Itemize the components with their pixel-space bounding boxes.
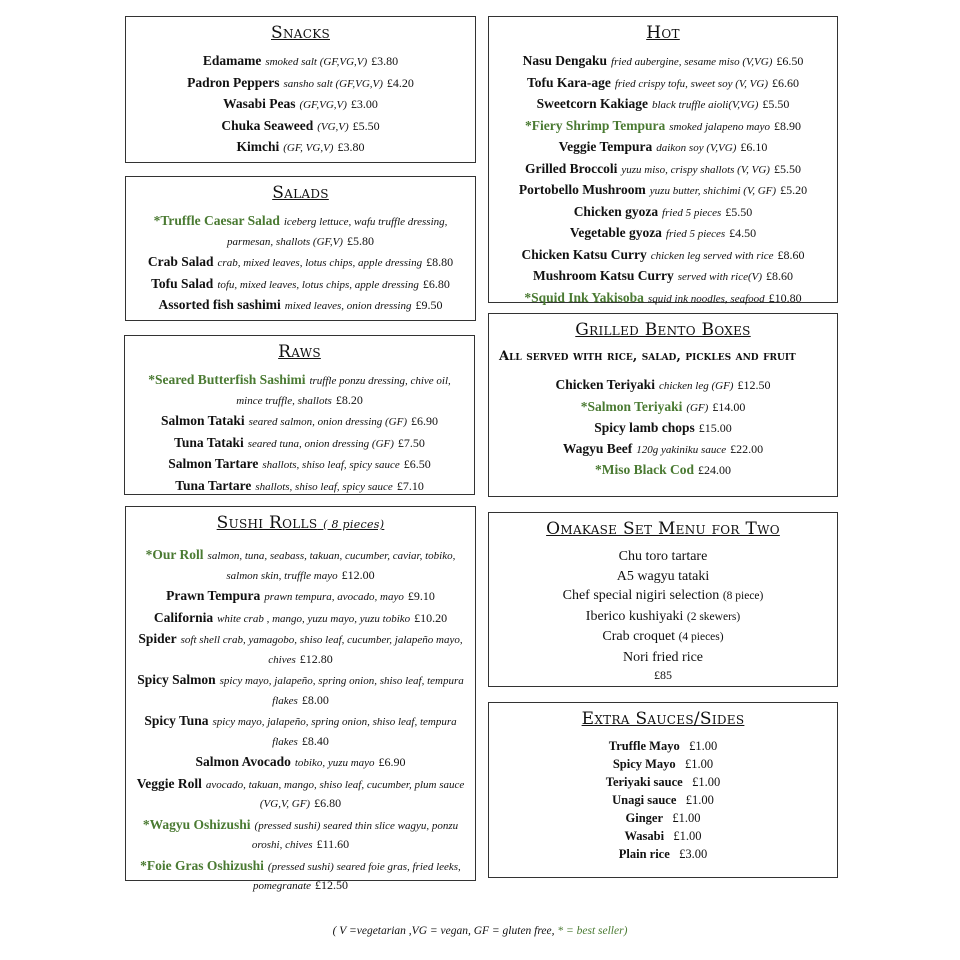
menu-item-name: Chicken Katsu Curry	[521, 246, 647, 262]
menu-item-price: £6.80	[314, 796, 342, 810]
menu-item	[126, 752, 475, 774]
omakase-line	[489, 607, 837, 628]
menu-item	[126, 211, 475, 252]
raws-title: Raws	[278, 342, 321, 362]
menu-item-price: £5.50	[725, 204, 753, 219]
menu-item-description: 120g yakiniku sauce	[636, 443, 727, 456]
menu-item-description: fried aubergine, sesame miso (V,VG)	[611, 56, 773, 68]
side-item-price: £3.00	[679, 847, 708, 861]
side-item	[489, 791, 837, 809]
omakase-line-text: Chu toro tartare	[618, 549, 708, 564]
side-item-name: Plain rice	[618, 847, 670, 861]
omakase-line-text: Iberico kushiyaki	[585, 608, 684, 624]
omakase-line-text: Nori fried rice	[622, 649, 704, 665]
menu-item-price: £10.80	[768, 290, 802, 305]
menu-item-name: Veggie Tempura	[558, 139, 653, 154]
menu-item	[126, 116, 475, 138]
menu-item-price: £5.50	[773, 161, 801, 176]
side-item	[489, 755, 837, 773]
menu-item-price: £6.90	[378, 755, 406, 769]
menu-item-name: *Fiery Shrimp Tempura	[524, 117, 666, 133]
side-item-name: Wasabi	[624, 829, 665, 843]
menu-item-price: £3.00	[350, 97, 378, 111]
omakase-line-text: Chef special nigiri selection	[562, 588, 720, 603]
menu-item-description: tofu, mixed leaves, lotus chips, apple dressing	[217, 278, 419, 291]
menu-item-name: *Our Roll	[145, 547, 204, 562]
menu-item-description: prawn tempura, avocado, mayo	[264, 591, 404, 603]
menu-item	[126, 608, 475, 630]
menu-item-description: fried 5 pieces	[662, 206, 722, 219]
menu-item-description: soft shell crab, yamagobo, shiso leaf, cucumber, jalapeño mayo, chives	[180, 634, 463, 666]
menu-item-name: Salmon Tartare	[168, 456, 259, 471]
menu-item	[125, 433, 474, 455]
menu-item-name: *Miso Black Cod	[595, 462, 695, 477]
hot-section	[488, 16, 838, 303]
menu-item-price: £8.60	[766, 269, 794, 283]
menu-item-name: California	[153, 609, 214, 625]
omakase-line-text: Crab croquet	[602, 629, 676, 644]
menu-item-name: Veggie Roll	[136, 775, 202, 791]
menu-item	[125, 411, 474, 433]
menu-item	[489, 159, 837, 181]
menu-item-description: yuzu miso, crispy shallots (V, VG)	[621, 163, 770, 176]
menu-item-description: crab, mixed leaves, lotus chips, apple dressing	[217, 257, 423, 269]
menu-item	[489, 51, 837, 73]
menu-item-description: squid ink noodles, seafood	[647, 292, 765, 305]
menu-item-price: £12.50	[737, 378, 771, 392]
menu-item-description: (pressed sushi) seared thin slice wagyu, ponzu oroshi, chives	[251, 819, 459, 851]
menu-item	[126, 295, 475, 317]
side-item	[489, 737, 837, 755]
menu-item-description: smoked salt (GF,VG,V)	[265, 56, 368, 68]
menu-item-description: daikon soy (V,VG)	[656, 142, 737, 154]
omakase-line-text: A5 wagyu tataki	[616, 568, 710, 584]
menu-item-price: £22.00	[730, 441, 764, 456]
menu-item	[489, 397, 837, 419]
menu-item	[126, 73, 475, 95]
menu-item-name: Tuna Tartare	[175, 477, 252, 493]
menu-item-description: (GF)	[686, 401, 709, 414]
menu-item-price: £7.50	[397, 435, 425, 450]
menu-item	[489, 266, 837, 288]
menu-item-price: £8.00	[301, 692, 329, 707]
menu-item-price: £3.80	[337, 140, 365, 154]
side-item	[489, 809, 837, 827]
menu-item-name: Crab Salad	[147, 254, 214, 269]
omakase-title: Omakase Set Menu for Two	[546, 519, 780, 539]
menu-item	[125, 370, 474, 411]
menu-item-price: £24.00	[698, 463, 731, 477]
side-item-name: Ginger	[625, 811, 663, 825]
snacks-title: Snacks	[271, 23, 330, 43]
menu-item-name: Sweetcorn Kakiage	[536, 96, 648, 111]
menu-item-price: £8.90	[774, 118, 802, 133]
menu-item	[125, 476, 474, 498]
omakase-line-note: (2 skewers)	[686, 610, 741, 623]
menu-item-name: *Squid Ink Yakisoba	[524, 289, 644, 305]
menu-item-description: chicken leg (GF)	[658, 380, 734, 392]
menu-item	[489, 245, 837, 267]
menu-item-name: Chuka Seaweed	[221, 117, 314, 133]
omakase-line-note: (8 piece)	[722, 590, 764, 602]
side-item-price: £1.00	[685, 757, 714, 771]
menu-item-name: Nasu Dengaku	[522, 53, 608, 68]
menu-item-name: Wasabi Peas	[223, 96, 296, 111]
side-item-price: £1.00	[692, 775, 721, 789]
menu-item-description: smoked jalapeno mayo	[669, 120, 771, 133]
side-item-name: Teriyaki sauce	[605, 775, 683, 789]
menu-item-price: £7.10	[396, 478, 424, 493]
omakase-price: £85	[654, 668, 672, 682]
hot-list	[489, 51, 837, 309]
menu-item-name: Mushroom Katsu Curry	[532, 268, 674, 283]
menu-item	[126, 774, 475, 815]
side-item-price: £1.00	[689, 739, 718, 753]
menu-item-price: £6.80	[422, 276, 450, 291]
menu-item-name: Wagyu Beef	[562, 440, 633, 456]
menu-item-description: chicken leg served with rice	[650, 249, 774, 262]
menu-item	[489, 137, 837, 159]
menu-item-description: yuzu butter, shichimi (V, GF)	[649, 185, 777, 197]
menu-item-name: Spicy Salmon	[137, 672, 216, 687]
menu-item-price: £12.50	[315, 878, 349, 892]
menu-item-price: £5.80	[346, 233, 374, 248]
menu-item-price: £4.50	[729, 226, 757, 240]
menu-item	[126, 670, 475, 711]
menu-item	[489, 288, 837, 310]
omakase-line	[489, 586, 837, 607]
sushi-rolls-pieces-note: ( 8 pieces)	[323, 518, 385, 531]
menu-item-name: Chicken Teriyaki	[555, 377, 655, 392]
menu-item-price: £12.00	[341, 567, 375, 582]
menu-item-name: Kimchi	[236, 139, 280, 154]
menu-item-price: £14.00	[712, 399, 746, 414]
menu-item-description: salmon, tuna, seabass, takuan, cucumber, caviar, tobiko, salmon skin, truffle mayo	[207, 550, 456, 582]
side-item-name: Spicy Mayo	[612, 757, 676, 771]
menu-item	[489, 418, 837, 439]
menu-item-price: £4.20	[386, 75, 414, 90]
menu-item-description: iceberg lettuce, wafu truffle dressing, parmesan, shallots (GF,V)	[227, 216, 448, 248]
sushi-rolls-title	[126, 513, 475, 533]
menu-item	[126, 545, 475, 586]
menu-item-description: truffle ponzu dressing, chive oil, mince truffle, shallots	[236, 375, 451, 407]
menu-item-price: £6.50	[403, 457, 431, 471]
menu-item-description: seared tuna, onion dressing (GF)	[247, 437, 394, 450]
menu-item	[126, 137, 475, 159]
menu-item	[126, 711, 475, 752]
menu-item-description: served with rice(V)	[677, 271, 763, 283]
menu-item	[489, 94, 837, 116]
hot-title: Hot	[646, 23, 680, 43]
side-item	[489, 773, 837, 791]
snacks-section	[125, 16, 476, 163]
side-item	[489, 845, 837, 863]
omakase-line-note: (4 pieces)	[678, 631, 724, 643]
menu-item-name: Spicy lamb chops	[594, 420, 695, 435]
menu-item-price: £8.60	[777, 247, 805, 262]
menu-item-name: Edamame	[202, 53, 262, 68]
menu-item-name: Chicken gyoza	[573, 203, 659, 219]
menu-item-name: *Truffle Caesar Salad	[153, 213, 280, 228]
menu-item-price: £15.00	[698, 421, 732, 435]
menu-item-description: spicy mayo, jalapeño, spring onion, shiso leaf, tempura flakes	[212, 716, 457, 748]
sides-section	[488, 702, 838, 878]
menu-item-name: *Wagyu Oshizushi	[142, 816, 251, 832]
menu-item-name: Grilled Broccoli	[525, 160, 618, 176]
menu-item-price: £6.10	[740, 140, 768, 154]
menu-item-name: Padron Peppers	[187, 74, 280, 90]
omakase-list	[489, 547, 837, 683]
menu-item-description: shallots, shiso leaf, spicy sauce	[255, 480, 393, 493]
menu-item-description: mixed leaves, onion dressing	[284, 300, 412, 312]
menu-item-description: (pressed sushi) seared foie gras, fried leeks, pomegranate	[252, 860, 461, 892]
sushi-rolls-title-text: Sushi Rolls	[216, 513, 318, 533]
menu-item-description: (GF,VG,V)	[299, 99, 347, 111]
bento-section	[488, 313, 838, 497]
menu-item-price: £6.60	[772, 75, 799, 90]
menu-item	[126, 94, 475, 116]
menu-item-name: Tofu Salad	[151, 275, 214, 291]
menu-item	[489, 439, 837, 461]
menu-item-description: spicy mayo, jalapeño, spring onion, shiso leaf, tempura flakes	[219, 675, 464, 707]
bento-title: Grilled Bento Boxes	[575, 320, 751, 340]
menu-item-name: *Foie Gras Oshizushi	[140, 857, 264, 873]
menu-item-price: £5.20	[780, 183, 808, 197]
menu-item-description: tobiko, yuzu mayo	[294, 757, 375, 769]
menu-item-description: sansho salt (GF,VG,V)	[283, 77, 383, 90]
menu-item-description: white crab , mango, yuzu mayo, yuzu tobiko	[217, 612, 411, 625]
omakase-line	[489, 567, 837, 587]
sushi-rolls-list	[126, 545, 475, 897]
menu-item-price: £12.80	[299, 651, 333, 666]
menu-item-price: £8.40	[301, 733, 329, 748]
menu-item-price: £8.20	[335, 392, 363, 407]
menu-item-name: Portobello Mushroom	[518, 182, 646, 197]
sides-list	[489, 737, 837, 863]
menu-item-price: £5.50	[352, 118, 380, 133]
side-item-price: £1.00	[673, 829, 702, 843]
menu-item-name: Tuna Tataki	[174, 434, 244, 450]
diet-legend-text: ( V =vegetarian ,VG = vegan, GF = gluten free,	[332, 925, 558, 937]
omakase-section	[488, 512, 838, 687]
menu-item-description: shallots, shiso leaf, spicy sauce	[262, 459, 400, 471]
side-item	[489, 827, 837, 845]
menu-item-name: *Seared Butterfish Sashimi	[148, 372, 306, 387]
menu-item	[126, 629, 475, 670]
bento-subtitle: All served with rice, salad, pickles and fruit	[499, 349, 796, 364]
menu-item-price: £6.50	[776, 54, 804, 68]
omakase-line	[489, 627, 837, 648]
menu-item-description: black truffle aioli(V,VG)	[651, 99, 759, 111]
salads-list	[126, 211, 475, 317]
menu-item-name: Assorted fish sashimi	[158, 297, 281, 312]
menu-item	[126, 252, 475, 274]
menu-item-price: £10.20	[414, 610, 448, 625]
menu-item-description: fried 5 pieces	[665, 228, 726, 240]
menu-item	[489, 460, 837, 481]
menu-item-name: Salmon Tataki	[160, 413, 245, 428]
menu-item	[126, 856, 475, 897]
menu-item-price: £9.10	[407, 589, 435, 603]
salads-title: Salads	[272, 183, 329, 203]
best-seller-legend: * = best seller)	[557, 925, 628, 937]
menu-item-description: (VG,V)	[317, 120, 349, 133]
menu-item-price: £9.50	[415, 298, 443, 312]
menu-item	[125, 454, 474, 476]
side-item-price: £1.00	[685, 793, 714, 807]
menu-item-price: £11.60	[316, 837, 350, 851]
side-item-price: £1.00	[672, 811, 701, 825]
bento-list	[489, 375, 837, 481]
menu-item-price: £8.80	[426, 255, 454, 269]
side-item-name: Unagi sauce	[612, 793, 677, 807]
menu-item-price: £6.90	[411, 414, 438, 428]
snacks-list	[126, 51, 475, 159]
menu-item-description: (GF, VG,V)	[283, 142, 334, 154]
menu-item-description: seared salmon, onion dressing (GF)	[248, 416, 408, 428]
menu-item	[126, 274, 475, 296]
menu-item	[489, 180, 837, 202]
raws-list	[125, 370, 474, 497]
menu-item-name: Spider	[138, 631, 177, 646]
salads-section	[125, 176, 476, 321]
menu-item-price: £3.80	[371, 54, 399, 68]
sides-title: Extra Sauces/Sides	[581, 709, 745, 729]
menu-item	[489, 202, 837, 224]
menu-item	[489, 116, 837, 138]
menu-item-description: avocado, takuan, mango, shiso leaf, cucumber, plum sauce (VG,V, GF)	[205, 778, 465, 810]
diet-legend	[0, 925, 960, 937]
raws-section	[124, 335, 475, 495]
menu-item-name: Prawn Tempura	[166, 588, 261, 603]
menu-item-name: *Salmon Teriyaki	[580, 398, 683, 414]
menu-item	[126, 586, 475, 608]
menu-item	[489, 375, 837, 397]
sushi-rolls-section	[125, 506, 476, 892]
menu-item	[489, 223, 837, 245]
side-item-name: Truffle Mayo	[608, 739, 680, 753]
menu-item	[126, 815, 475, 856]
omakase-line	[489, 547, 837, 567]
menu-item-name: Spicy Tuna	[144, 713, 209, 728]
menu-item-name: Tofu Kara-age	[526, 74, 611, 90]
menu-item-name: Vegetable gyoza	[569, 225, 662, 240]
omakase-line	[489, 648, 837, 668]
menu-item	[126, 51, 475, 73]
menu-item-description: fried crispy tofu, sweet soy (V, VG)	[614, 77, 769, 90]
menu-item	[489, 73, 837, 95]
menu-item-name: Salmon Avocado	[195, 754, 291, 769]
menu-item-price: £5.50	[762, 97, 790, 111]
